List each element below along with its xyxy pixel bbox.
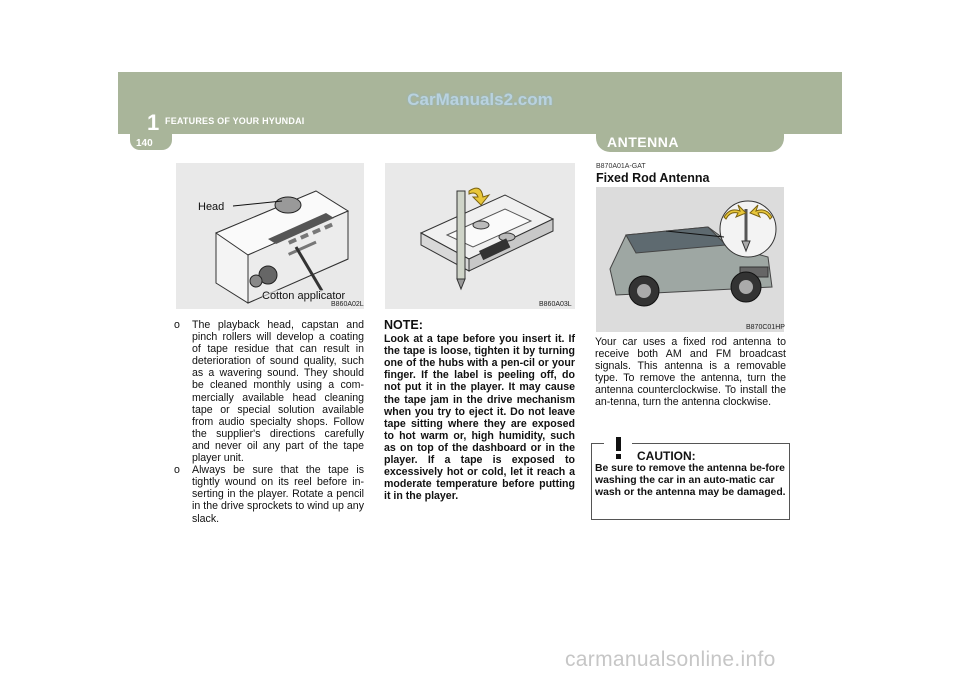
- image-code-left: B860A02L: [331, 301, 364, 308]
- ref-code: B870A01A-GAT: [596, 163, 646, 170]
- antenna-body-text: Your car uses a fixed rod antenna to receive both AM and FM broadcast signals. This antenna is a removable type. To remove the antenna, turn the antenna counterclockwise. To install the an-tenna, turn the antenna clockwise.: [595, 336, 786, 409]
- bullet-item: [174, 319, 364, 464]
- cassette-illustration: [385, 163, 575, 309]
- note-text: Look at a tape before you insert it. If the tape is loose, tighten it by turning one of the hubs with a pen-cil or your finger. If the label is peeling off, do not put it in the player. It may cause the tape jam in the drive mechanism when you try to eject it. Do not leave tape sitting where they are exposed to hot warm or, high humidity, such as on top of the dashboard or in the player. If a tape is exposed to excessively hot or cold, let it reach a moderate temperature before putting it in the player.: [384, 333, 575, 503]
- middle-column-text: [384, 319, 575, 502]
- note-heading: NOTE:: [384, 318, 423, 332]
- bullet-text: Always be sure that the tape is tightly wound on its reel before in-serting in the player. Rotate a pencil in the drive sprockets to wind up any slack.: [192, 464, 364, 525]
- bullet-text: The playback head, capstan and pinch rollers will develop a coating of tape residue that can result in deterioration of sound quality, such as a wavering sound. They should be cleaned monthly using a com-mercially available head cleaning tape or special solution available from audio specialty shops. Follow the supplier's directions carefully and never oil any part of the tape player unit.: [192, 319, 364, 465]
- tape-player-illustration: [176, 163, 364, 309]
- tape-player-drawing: [176, 163, 364, 309]
- watermark-top[interactable]: CarManuals2.com: [407, 90, 553, 109]
- warning-icon: [604, 433, 632, 461]
- watermark-bottom[interactable]: carmanualsonline.info: [565, 648, 776, 671]
- image-code-right: B870C01HP: [746, 324, 785, 331]
- bullet-mark: o: [174, 319, 180, 331]
- chapter-title: FEATURES OF YOUR HYUNDAI: [165, 116, 305, 126]
- caution-title: CAUTION:: [637, 449, 696, 463]
- cassette-drawing: [385, 163, 575, 309]
- bullet-item: [174, 464, 364, 524]
- section-heading: ANTENNA: [607, 134, 679, 150]
- cotton-applicator-label: Cotton applicator: [262, 290, 346, 302]
- left-column-text: [174, 319, 364, 525]
- suv-drawing: [596, 187, 784, 332]
- page-number: 140: [136, 138, 153, 149]
- subheading: Fixed Rod Antenna: [596, 171, 710, 185]
- bullet-mark: o: [174, 464, 180, 477]
- image-code-middle: B860A03L: [539, 301, 572, 308]
- suv-antenna-illustration: [596, 187, 784, 332]
- head-label: Head: [198, 201, 225, 213]
- chapter-number: 1: [147, 110, 160, 135]
- caution-text: Be sure to remove the antenna be-fore washing the car in an auto-matic car wash or the antenna may be damaged.: [595, 463, 786, 498]
